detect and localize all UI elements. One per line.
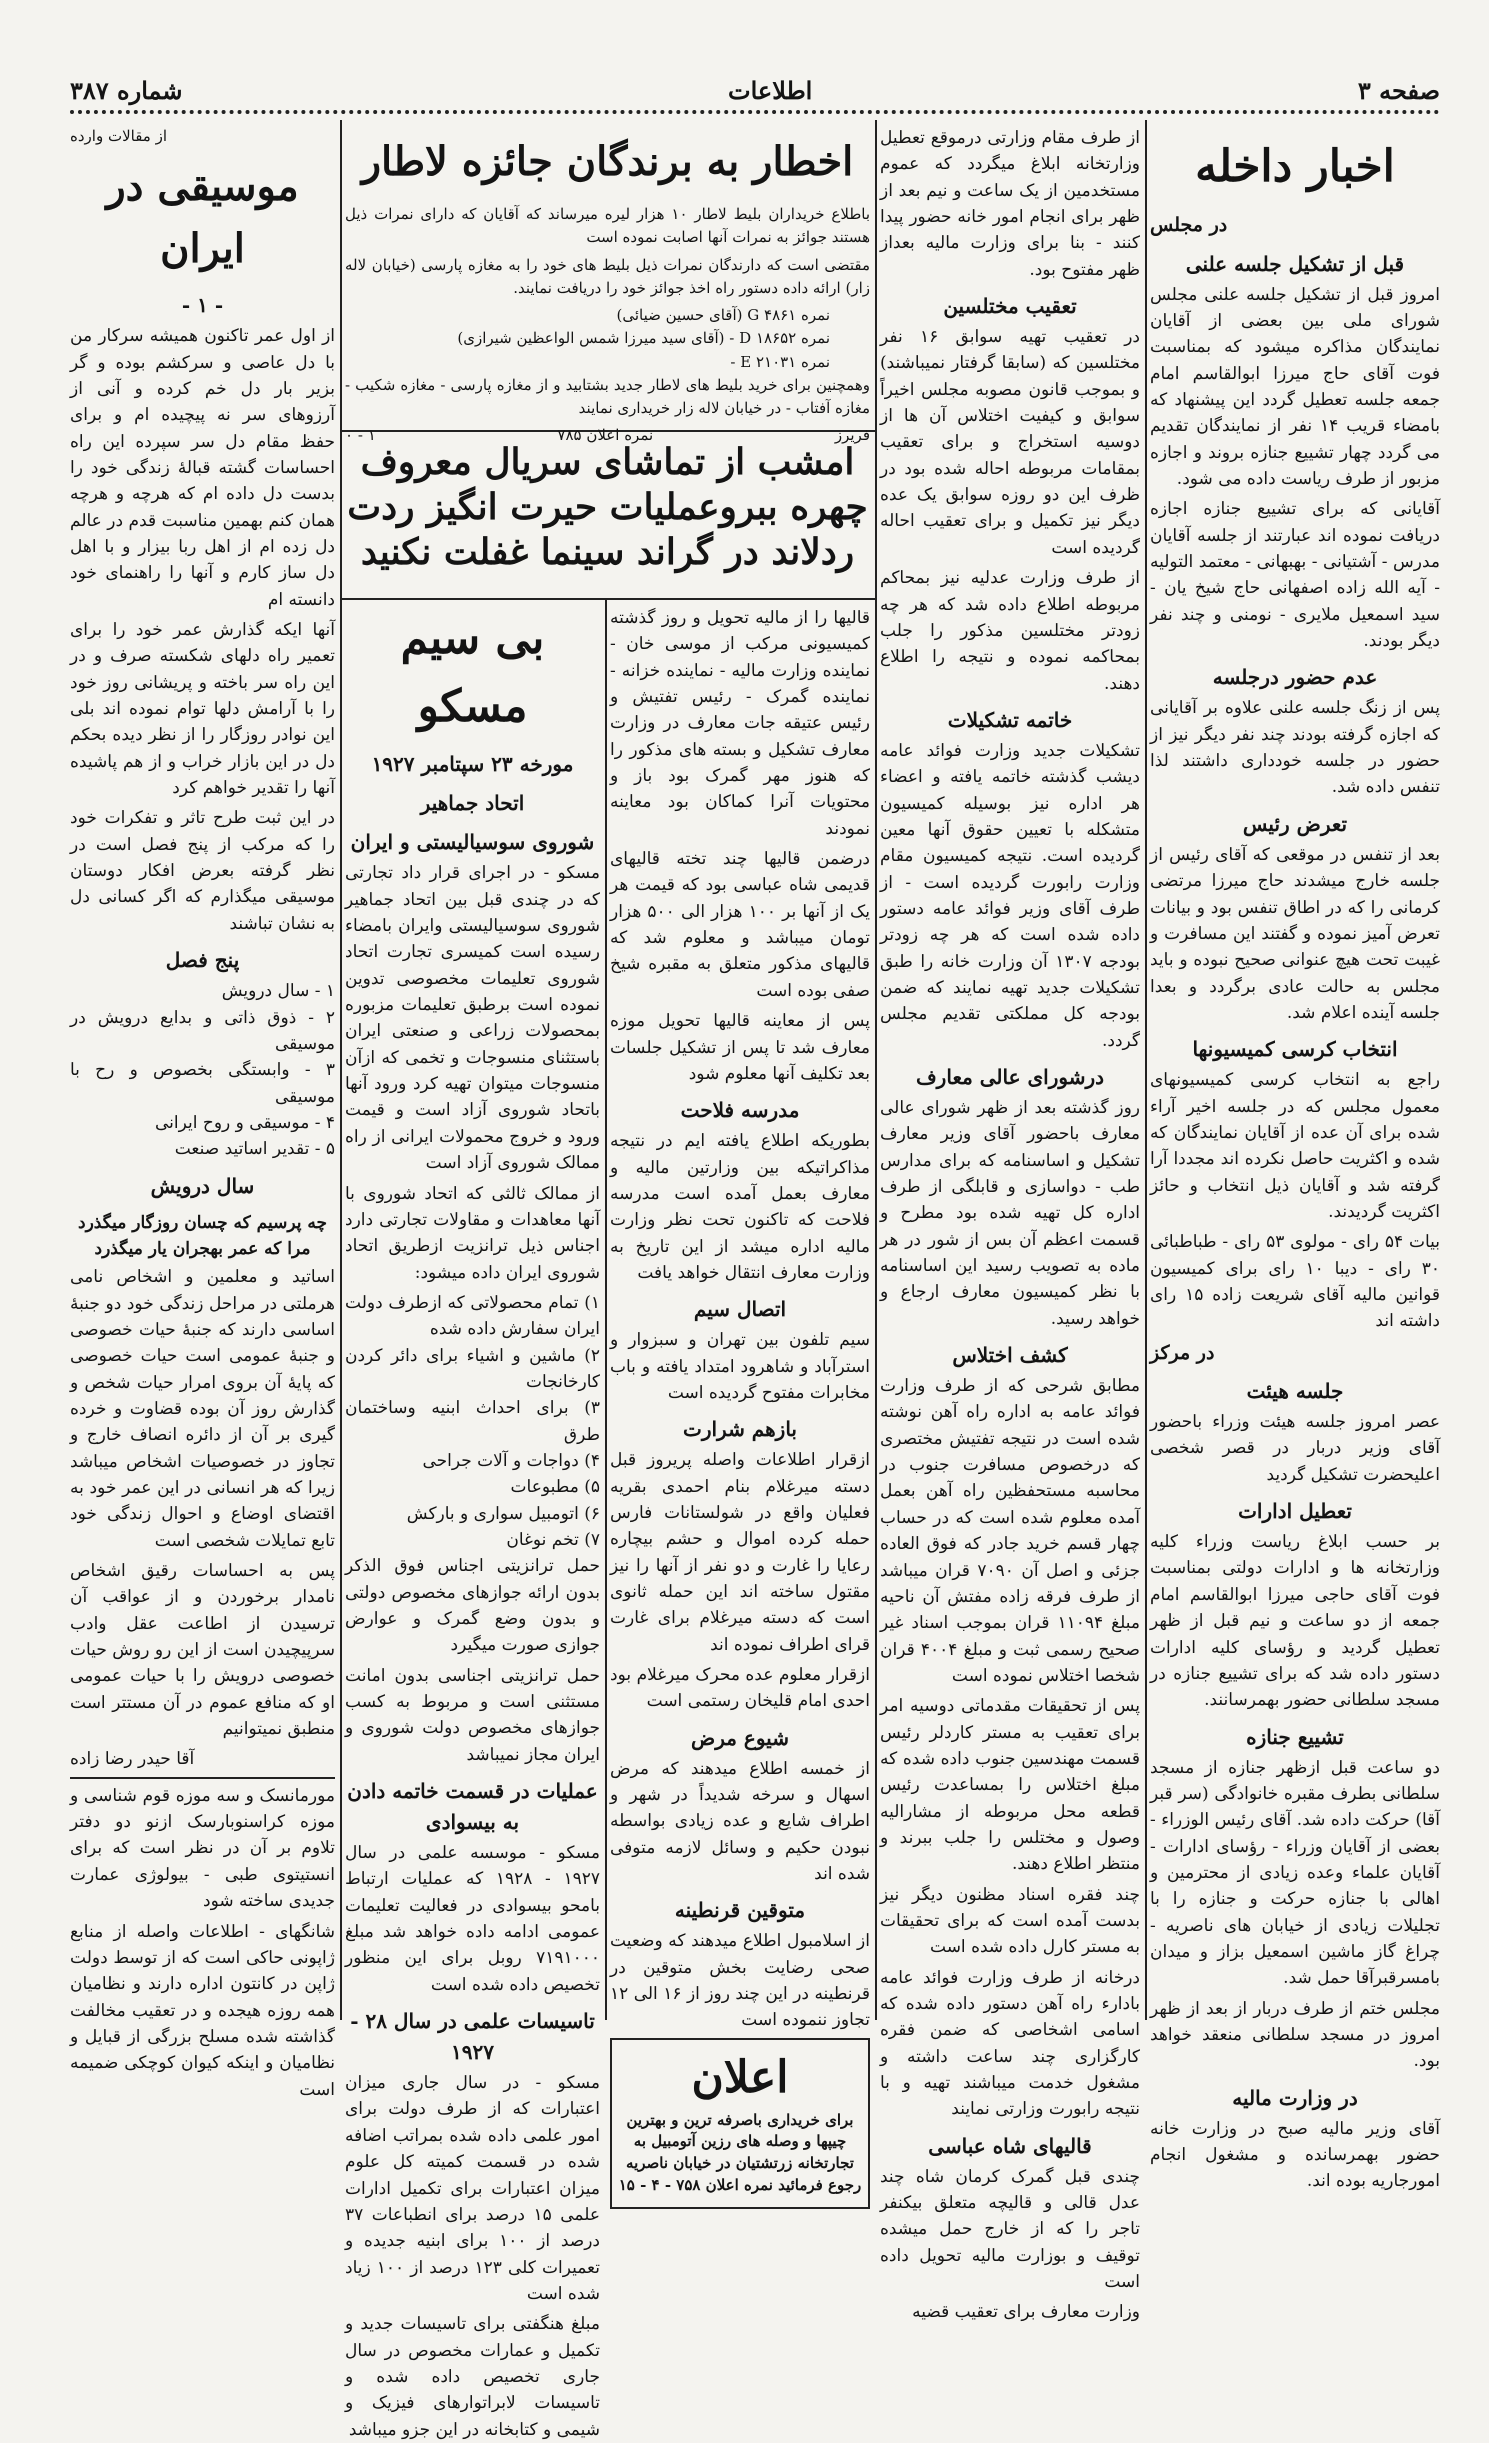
article-heading: متوقین قرنطینه bbox=[674, 1898, 806, 1923]
article-text: بطوریکه اطلاع یافته ایم در نتیجه مذاکراتیکه بین وزارتین مالیه و معارف بعمل آمده است مدرسه فلاحت که تاکنون تحت نظر وزارت مالیه اداره میشد از این تاریخ به وزارت معارف انتقال خواهد یافت bbox=[610, 1131, 870, 1283]
section-label: در مرکز bbox=[1150, 1341, 1215, 1364]
article-text: مطابق شرحی که از طرف وزارت فوائد عامه به اداره راه آهن نوشته شده است در نتیجه تفتیش مختصری که درخصوص مسافرت جنوب در محاسبه مستحفظین راه آهن بعمل آمده معلوم شده است که در حساب چهار قسم خرید جادر که فوق العاده جزئی و اصل آن ۷۰۹۰ قران میباشد از طرف فرقه زاده مفتش آن ناحیه مبلغ ۱۱۰۹۴ قران بموجب اسناد غیر صحیح رسمی ثبت و مبلغ ۴۰۰۴ قران شخصا اختلاس نموده است bbox=[880, 1376, 1140, 1686]
section-title: بی سیم مسکو bbox=[400, 613, 545, 733]
column-general-news bbox=[610, 605, 871, 2194]
article-text: پس از معاینه قالیها تحویل موزه معارف شد تا پس از تشکیل جلسات بعد تکلیف آنها معلوم شود bbox=[610, 1011, 870, 1084]
article-text: از طرف وزارت عدلیه نیز بمحاکم مربوطه اطلاع داده شد که هر چه زودتر مختلسین مذکور را جلب بمحاکمه نموده و نتیجه را اطلاع دهند. bbox=[880, 568, 1140, 694]
column-moscow-wireless bbox=[345, 605, 600, 2440]
article-heading: بازهم شرارت bbox=[683, 1417, 797, 1442]
article-heading: مدرسه فلاحت bbox=[680, 1098, 800, 1123]
article-heading: خاتمه تشکیلات bbox=[947, 707, 1073, 732]
article-text: حمل ترانزیتی اجناسی بدون امانت مستثنی است و مربوط به کسب جوازهای مخصوص دولت شوروی و ایران مجاز نمیباشد bbox=[345, 1665, 600, 1765]
cinema-headline: امشب از تماشای سریال معروف چهره ببروعملیات حیرت انگیز ردت ردلاند در گراند سینما غفلت نکنید bbox=[347, 441, 868, 573]
article-text: مجلس ختم از طرف دربار از بعد از ظهر امروز در مسجد سلطانی منعقد خواهد بود. bbox=[1150, 1998, 1440, 2072]
section-label: در مجلس bbox=[1150, 214, 1228, 237]
list-item: ۵ - تقدیر اساتید صنعت bbox=[174, 1139, 335, 1160]
list-item: ۲ - ذوق ذاتی و بدایع درویش در موسیقی bbox=[70, 1007, 335, 1054]
article-heading: قالیهای شاه عباسی bbox=[928, 2133, 1092, 2158]
article-heading: تعقیب مختلسین bbox=[943, 294, 1077, 319]
list-item: ۴ - موسیقی و روح ایرانی bbox=[155, 1112, 335, 1133]
column-rule bbox=[340, 120, 342, 2020]
article-heading: عملیات در قسمت خاتمه دادن به بیسوادی bbox=[347, 1779, 598, 1835]
article-text: پس از تحقیقات مقدماتی دوسیه امر برای تعقیب به مستر کاردلر رئیس قسمت مهندسین جنوب داده شده که مبلغ اختلاس را بمساعدت رئیس قطعه محل مربوطه از مشارالیه وصول و مختلس را جلب ببرند و منتظر اطلاع دهند. bbox=[880, 1696, 1140, 1875]
article-text: مورمانسک و سه موزه قوم شناسی و موزه کراسنوبارسک ازنو دو دفتر تلاوم بر آن در نظر است که برای انستیتوی طبی - بیولوژی عمارت جدیدی ساخته شود bbox=[70, 1777, 335, 1915]
lottery-text: مقتضی است که دارندگان نمرات ذیل بلیط های خود را به مغازه پارسی (خیابان لاله زار) ارائه داده دستور راه اخذ جوائز خود را دریافت نمایند. bbox=[345, 255, 870, 297]
list-item: ۱) تمام محصولاتی که ازطرف دولت ایران سفارش داده شده bbox=[345, 1292, 600, 1340]
article-heading: شیوع مرض bbox=[691, 1725, 789, 1750]
advertisement-title: اعلان bbox=[691, 2051, 789, 2103]
article-text: درضمن قالیها چند تخته قالیهای قدیمی شاه عباسی بود که قیمت هر یک از آنها بر ۱۰۰ هزار الی ۵۰۰ هزار تومان میباشد و معلوم شد که قالیهای مذکور متعلق به مقبره شیخ صفی بوده است bbox=[610, 849, 871, 1001]
article-text: قالیها را از مالیه تحویل و روز گذشته کمیسیونی مرکب از موسی خان - نماینده وزارت مالیه - نماینده خزانه - نماینده گمرک - رئیس تفتیش و رئیس عتیقه جات معارف در وزارت معارف تشکیل و بسته های مذکور را که هنوز مهر گمرک بود باز و محتویات آنرا کماکان بود معاینه نمودند bbox=[610, 608, 870, 839]
list-item: ۲) ماشین و اشیاء برای دائر کردن کارخانجات bbox=[345, 1345, 600, 1392]
list-item: ۱ - سال درویش bbox=[221, 981, 335, 1002]
masthead bbox=[70, 70, 1440, 110]
article-title: موسیقی در ایران bbox=[106, 163, 299, 273]
article-number: - ۱ - bbox=[181, 293, 224, 318]
article-text: بعد از تنفس در موقعی که آقای رئیس از جلسه خارج میشدند حاج میرزا مرتضی کرمانی را که در اطاق تنفس بود و بیانات تعرض آمیز نموده و گفتند این مسافرت و غیبت تحت هیچ عنوانی صحیح نبوده و باید مجلس به حالت عادی برگردد و بعدا جلسه آینده اعلام شد. bbox=[1150, 844, 1440, 1023]
column-ministry-news bbox=[880, 125, 1140, 2323]
article-text: مسکو - در اجرای قرار داد تجارتی که در چندی قبل بین اتحاد جماهیر شوروی سوسیالیستی وایران بامضاء رسیده است کمیسری تجارت اتحاد شوروی تعلیمات مخصوصی تدوین نموده است برطبق تعلیمات مزبوره بمحصولات زراعی و صنعتی ایران باستثنای منسوجات و تخمی که ازآن منسوجات میتوان تهیه کرد ورود آنها باتحاد شوروی آزاد است و قیمت ورود و خروج محمولات ایرانی از راه ممالک شوروی آزاد است bbox=[345, 863, 600, 1174]
article-heading: تشییع جنازه bbox=[1246, 1724, 1344, 1749]
article-text: آقایانی که برای تشییع جنازه اجازه دریافت نموده اند عبارتند از جلسه آقایان مدرس - آشتیانی - بهبهانی - معتمد التولیه - آیه الله زاده اصفهانی حاج شیخ یان - سید اسمعیل ملایری - نومنی و چند نفر دیگر بودند. bbox=[1150, 499, 1440, 652]
article-text: چندی قبل گمرک کرمان شاه چند عدل قالی و قالیچه متعلق بیکنفر تاجر را که از خارج حمل میشده توقیف و بوزارت مالیه تحویل داده است bbox=[880, 2166, 1140, 2293]
article-text: از اسلامبول اطلاع میدهند که وضعیت صحی رضایت بخش متوقین در قرنطینه در این چند روز از ۱۶ الی ۱۲ تجاوز ننموده است bbox=[610, 1931, 871, 2031]
goods-list bbox=[345, 1290, 600, 1553]
article-text: عصر امروز جلسه هیئت وزراء باحضور آقای وزیر دربار در قصر شخصی اعلیحضرت تشکیل گردید bbox=[1150, 1412, 1440, 1485]
lottery-text: وهمچنین برای خرید بلیط های لاطار جدید بشتابید و از مغازه پارسی - مغازه شکیب - مغازه آفتاب - در خیابان لاله زار خریداری نمایند bbox=[345, 375, 870, 417]
article-text: وزارت معارف برای تعقیب قضیه bbox=[912, 2302, 1140, 2323]
article-heading: جلسه هیئت bbox=[1246, 1379, 1344, 1404]
article-heading: انتخاب کرسی کمیسیونها bbox=[1192, 1037, 1398, 1062]
article-text: از خمسه اطلاع میدهند که مرض اسهال و سرخه شدیداً در شهر و اطراف شایع و عده زیادی بواسطه نبودن حکیم و وسائل لازمه متوفی شده اند bbox=[610, 1758, 870, 1885]
article-heading: قبل از تشکیل جلسه علنی bbox=[1185, 251, 1405, 276]
column-music-article bbox=[70, 125, 335, 2100]
lottery-code: نمره ۴۸۶۱ G (آقای حسین ضیائی) bbox=[616, 306, 830, 324]
article-heading: عدم حضور درجلسه bbox=[1212, 665, 1378, 690]
author-signature: آقا حیدر رضا زاده bbox=[70, 1749, 195, 1770]
article-text: آقای وزیر مالیه صبح در وزارت خانه حضور بهمرسانده و مشغول انجام امورجاریه بوده اند. bbox=[1150, 2118, 1440, 2192]
article-heading: در وزارت مالیه bbox=[1232, 2085, 1358, 2110]
column-domestic-news bbox=[1150, 125, 1441, 2192]
lottery-footer-mid: نمره اعلان ۷۸۵ bbox=[557, 426, 654, 445]
article-heading: تاسیسات علمی در سال ۲۸ - ۱۹۲۷ bbox=[350, 2009, 595, 2065]
lottery-codes bbox=[345, 304, 870, 374]
article-text: از ممالک ثالثی که اتحاد شوروی با آنها معاهدات و مقاولات تجارتی دارد اجناس ذیل ترانزیت ازطریق اتحاد شوروی ایران داده میشود: bbox=[345, 1183, 600, 1283]
masthead-rule bbox=[70, 110, 1440, 114]
article-heading: اتحاد جماهیر bbox=[420, 791, 525, 816]
list-item: ۳) برای احداث ابنیه وساختمان طرق bbox=[345, 1398, 600, 1445]
article-text: تشکیلات جدید وزارت فوائد عامه دیشب گذشته خاتمه یافته و اعضاء هر اداره نیز بوسیله کمیسیون متشکله با تعیین حقوق آنها معین گردیده است. نتیجه کمیسیون مقام وزارت رابورت گردیده است - از طرف آقای وزیر فوائد عامه دستور داده شده است که هر چه زودتر بودجه ۱۳۰۷ آن وزارت خانه را طبق تشکیلات جدید تهیه نمایند که ضمن بودجه کل مملکتی تقدیم مجلس گردد. bbox=[880, 740, 1140, 1051]
article-heading: شوروی سوسیالیستی و ایران bbox=[350, 830, 595, 855]
article-text: پس از زنگ جلسه علنی علاوه بر آقایانی که اجازه گرفته بودند چند نفر دیگر نیز از حضور در جلسه خودداری داشتند لذا تنفس داده شد. bbox=[1150, 698, 1440, 798]
article-text: در این ثبت طرح تاثر و تفکرات خود را که مرکب از پنج فصل است در نظر گرفته بعرض افکار دوستان موسیقی میگذارم که اگر کسانی دل به نشان تباشند bbox=[70, 808, 335, 934]
article-text: اساتید و معلمین و اشخاص نامی هرملتی در مراحل زندگی خود دو جنبهٔ اساسی دارند که جنبهٔ حیات خصوصی و جنبهٔ عمومی است حیات خصوصی که پایهٔ آن بروی امرار حیات شخص و گذارش روز آن بوده قضاوت و خرده گیری بر آن از دائره انصاف خارج و تجاوز در خصوصیات اشخاص میباشد زیرا که هر انسانی در این عمر خود به اقتضای اوضاع و احوال زندگی خود تابع تمایلات شخصی است bbox=[70, 1267, 335, 1551]
article-text: از اول عمر تاکنون همیشه سرکار من با دل عاصی و سرکشم بوده و گر بزیر بار دل خم کرده و آنی از آرزوهای سر نه پیچیده ام و برای حفظ مقام دل سر سپرده این راه احساسات گشته قبالهٔ زندگی خود را بدست دل داده ام که هرچه و هرچه همان کنم بهمین مناسبت قدم در عالم دل زده ام از اهل ربا بیزار و با اهل دل ساز کارم و آنها را راهنمای خود دانسته ام bbox=[70, 326, 335, 610]
article-text: از طرف مقام وزارتی درموقع تعطیل وزارتخانه ابلاغ میگردد که عموم مستخدمین از یک ساعت و نیم بعد از ظهر برای انجام امور خانه حضور پیدا کنند - بنا برای وزارت مالیه بعداز ظهر مفتوح بود. bbox=[880, 128, 1140, 280]
poem-quote: چه پرسیم که چسان روزگار میگذرد مرا که عمر بهجران یار میگذرد bbox=[78, 1212, 327, 1259]
article-text: پس به احساسات رقیق اشخاص نامدار برخوردن و از عواقب آن ترسیدن از اطاعت عقل وادب سرپیچیدن است از این رو روش حیات خصوصی درویش را با حیات عمومی او که منافع عموم در آن مستتر است منطبق نمیتوانیم bbox=[70, 1561, 335, 1740]
article-heading: اتصال سیم bbox=[693, 1297, 787, 1322]
article-text: ازقرار معلوم عده محرک میرغلام بود احدی امام قلیخان رستمی است bbox=[610, 1665, 870, 1712]
article-text: مسکو - در سال جاری میزان اعتبارات که از طرف دولت برای امور علمی داده شده بمراتب اضافه شده در قسمت کمیته کل علوم میزان اعتبارات برای تکمیل ادارات علمی ۱۵ درصد برای انطباعات ۳۷ درصد از ۱۰۰ برای ابنیه جدیده و تعمیرات کلی ۱۲۳ درصد از ۱۰۰ زیاد شده است bbox=[345, 2073, 600, 2304]
article-text: شانگهای - اطلاعات واصله از منابع ژاپونی حاکی است که از توسط دولت ژاپن در کانتون اداره دارند و نظامیان همه روزه هیجده و در تعقیب مخالفت گذاشته شده مسلح بزرگی از قبایل و نظامیان و اینکه کیوان کوچکی ضمیمه است bbox=[70, 1921, 335, 2100]
article-text: بر حسب ابلاغ ریاست وزراء کلیه وزارتخانه ها و ادارات دولتی بمناسبت فوت آقای حاجی میرزا ابوالقاسم امام جمعه از دو ساعت و نیم قبل از ظهر تعطیل گردید و رؤسای کلیه ادارات دستور داده شد که برای تشییع جنازه در مسجد سلطانی حضور بهمرسانند. bbox=[1150, 1532, 1440, 1711]
lottery-code: نمره ۲۱۰۳۱ E - bbox=[730, 352, 830, 371]
article-text: درخانه از طرف وزارت فوائد عامه بادارء راه آهن دستور داده شده که اسامی اشخاصی که ضمن فقره کارگزاری چند ساعت داشته و مشغول خدمت میباشند تهیه و با نتیجه رابورت وزارتی نمایند bbox=[880, 1967, 1140, 2120]
article-heading: سال درویش bbox=[150, 1173, 255, 1198]
list-item: ۷) تخم نوغان bbox=[506, 1529, 600, 1550]
issue-number: شماره ۳۸۷ bbox=[70, 75, 183, 105]
page-number: صفحه ۳ bbox=[1357, 75, 1440, 105]
section-title: اخبار داخله bbox=[1195, 141, 1395, 192]
list-item: ۶) اتومبیل سواری و بارکش bbox=[406, 1503, 600, 1524]
column-rule bbox=[605, 600, 607, 2020]
article-heading: پنج فصل bbox=[165, 948, 240, 973]
article-text: دو ساعت قبل ازظهر جنازه از مسجد سلطانی بطرف مقبره خانوادگی (سر قبر آقا) حرکت داده شد. آقای رئیس الوزراء - بعضی از آقایان وزراء - رؤسای ادارات - آقایان علماء وعده زیادی از محترمین و اهالی با جنازه حرکت و جنازه را با تجلیلات زیادی از خیابان های ناصریه - چراغ گاز ماشین اسمعیل بزاز و میدان بامسرقبرآقا حمل شد. bbox=[1150, 1757, 1440, 1989]
column-rule bbox=[875, 120, 877, 2020]
article-text: در تعقیب تهیه سوابق ۱۶ نفر مختلسین که (سابقا گرفتار نمیباشند) و بموجب قانون مصوبه مجلس اخیراً سوابق و کیفیت اختلاس آن ها از دوسیه استخراج و برای تعقیب بمقامات مربوطه احاله شده بود در ظرف این دو روزه سوابق یک عده دیگر نیز تکمیل و برای تعقیب احاله گردیده است bbox=[880, 327, 1140, 558]
article-text: حمل ترانزیتی اجناس فوق الذکر بدون ارائه جوازهای مخصوص دولتی و بدون وضع گمرک و عوارض جوازی صورت میگیرد bbox=[345, 1556, 600, 1656]
section-rule bbox=[340, 598, 875, 600]
lottery-footer-left: ۱ - ۰ bbox=[345, 426, 376, 445]
column-rule bbox=[1145, 120, 1147, 2020]
article-heading: کشف اختلاس bbox=[952, 1343, 1068, 1368]
chapter-list bbox=[70, 978, 335, 1162]
article-text: چند فقره اسناد مظنون دیگر نیز بدست آمده است که برای تحقیقات به مستر کارل داده شده است bbox=[880, 1884, 1140, 1958]
article-text: بیات ۵۴ رای - مولوی ۵۳ رای - طباطبائی ۳۰ رای - دیبا ۱۰ رای برای کمیسیون قوانین مالیه آقای شریعت زاده ۱۵ رای داشته اند bbox=[1150, 1232, 1440, 1332]
article-date: مورخه ۲۳ سپتامبر ۱۹۲۷ bbox=[371, 752, 574, 777]
lottery-title: اخطار به برندگان جائزه لاطار bbox=[361, 138, 854, 185]
lottery-text: باطلاع خریداران بلیط لاطار ۱۰ هزار لیره میرساند که آقایان که دارای نمرات ذیل هستند جوائز به نمرات آنها اصابت نموده است bbox=[345, 205, 870, 247]
section-tag: از مقالات وارده bbox=[70, 127, 168, 145]
article-text: سیم تلفون بین تهران و سبزوار و استرآباد و شاهرود امتداد یافته و باب مخابرات مفتوح گردیده است bbox=[610, 1330, 870, 1403]
article-text: امروز قبل از تشکیل جلسه علنی مجلس شورای ملی بین بعضی از آقایان نمایندگان مذاکره میشود که بمناسبت فوت آقای حاج میرزا ابوالقاسم امام جمعه جلسه تعطیل گردد این پیشنهاد که بامضاء قریب ۱۴ نفر از نمایندگان تقدیم می گردد چهار تشییع جنازه بروند و اجازه مزبور از طرف ریاست داده می شود. bbox=[1150, 284, 1441, 490]
article-text: مسکو - موسسه علمی در سال ۱۹۲۷ - ۱۹۲۸ که عملیات ارتباط بامحو بیسوادی در فعالیت تعلیمات عمومی ادامه داده خواهد شد مبلغ ۷۱۹۱۰۰۰ روبل برای این منظور تخصیص داده شده است bbox=[345, 1843, 600, 1995]
advertisement-text: برای خریداری باصرفه ترین و بهترین چیپها و وصله های رزین آتومبیل به تجارتخانه زرتشتیان در خیابان ناصریه رجوع فرمائید نمره اعلان ۷۵۸ - ۴ - ۱۵ bbox=[618, 2110, 862, 2194]
newspaper-name: اطلاعات bbox=[728, 75, 813, 105]
article-heading: درشورای عالی معارف bbox=[915, 1065, 1105, 1089]
article-heading: تعطیل ادارات bbox=[1238, 1499, 1352, 1524]
article-text: مبلغ هنگفتی برای تاسیسات جدید و تکمیل و عمارات مخصوص در سال جاری تخصیص داده شده و تاسیسات لابراتوارهای فیزیک و شیمی و کتابخانه در این جزو میباشد bbox=[345, 2314, 600, 2440]
article-heading: تعرض رئیس bbox=[1242, 811, 1348, 836]
lottery-code: نمره ۱۸۶۵۲ D - (آقای سید میرزا شمس الواعظین شیرازی) bbox=[457, 329, 830, 348]
list-item: ۴) دواجات و آلات جراحی bbox=[422, 1450, 600, 1471]
article-text: روز گذشته بعد از ظهر شورای عالی معارف باحضور آقای وزیر معارف تشکیل و اساسنامه که برای مدارس طب - دواسازی و قابلگی از طرف اداره کل تهیه شده بود مطرح و قسمت اعظم آن بس از شور در هر ماده به تصویب رسید این اساسنامه با نظر کمیسیون معارف ارجاع و خواهد رسید. bbox=[880, 1098, 1140, 1329]
list-item: ۵) مطبوعات bbox=[510, 1477, 600, 1498]
advertisement-box bbox=[610, 2038, 870, 2209]
article-text: ازقرار اطلاعات واصله پریروز قبل دسته میرغلام بنام احمدی بقریه فعلیان واقع در شولستانات فارس حمله کرده اموال و حشم بیچاره رعایا را غارت و دو نفر از آنها را نیز مقتول ساخته اند این حمله ثانوی است که دسته میرغلام برای غارت قرای اطراف نموده اند bbox=[610, 1450, 870, 1655]
lottery-notice bbox=[345, 125, 870, 445]
lottery-footer-right: فریرز bbox=[834, 426, 870, 445]
list-item: ۳ - وابستگی بخصوص و رح با موسیقی bbox=[70, 1060, 335, 1107]
article-text: آنها ایکه گذارش عمر خود را برای تعمیر راه دلهای شکسته صرف و در این راه سر باخته و پریشانی روز خود را با آرامش دلها توام نموده اند بلی این نوادر روزگار را از نظر دیده بحکم دل در این بازار خراب و از هم پاشیده آنها را تقدیر خواهم کرد bbox=[70, 620, 335, 799]
article-text: راجع به انتخاب کرسی کمیسیونهای معمول مجلس که در جلسه اخیر آراء شده برای آن عده از آقایان نمایندگان که شده و اکثریت حاصل نکرده اند مجددا آرا گرفته شد و آقایان ذیل انتخاب و حائز اکثریت گردیدند. bbox=[1150, 1070, 1440, 1222]
